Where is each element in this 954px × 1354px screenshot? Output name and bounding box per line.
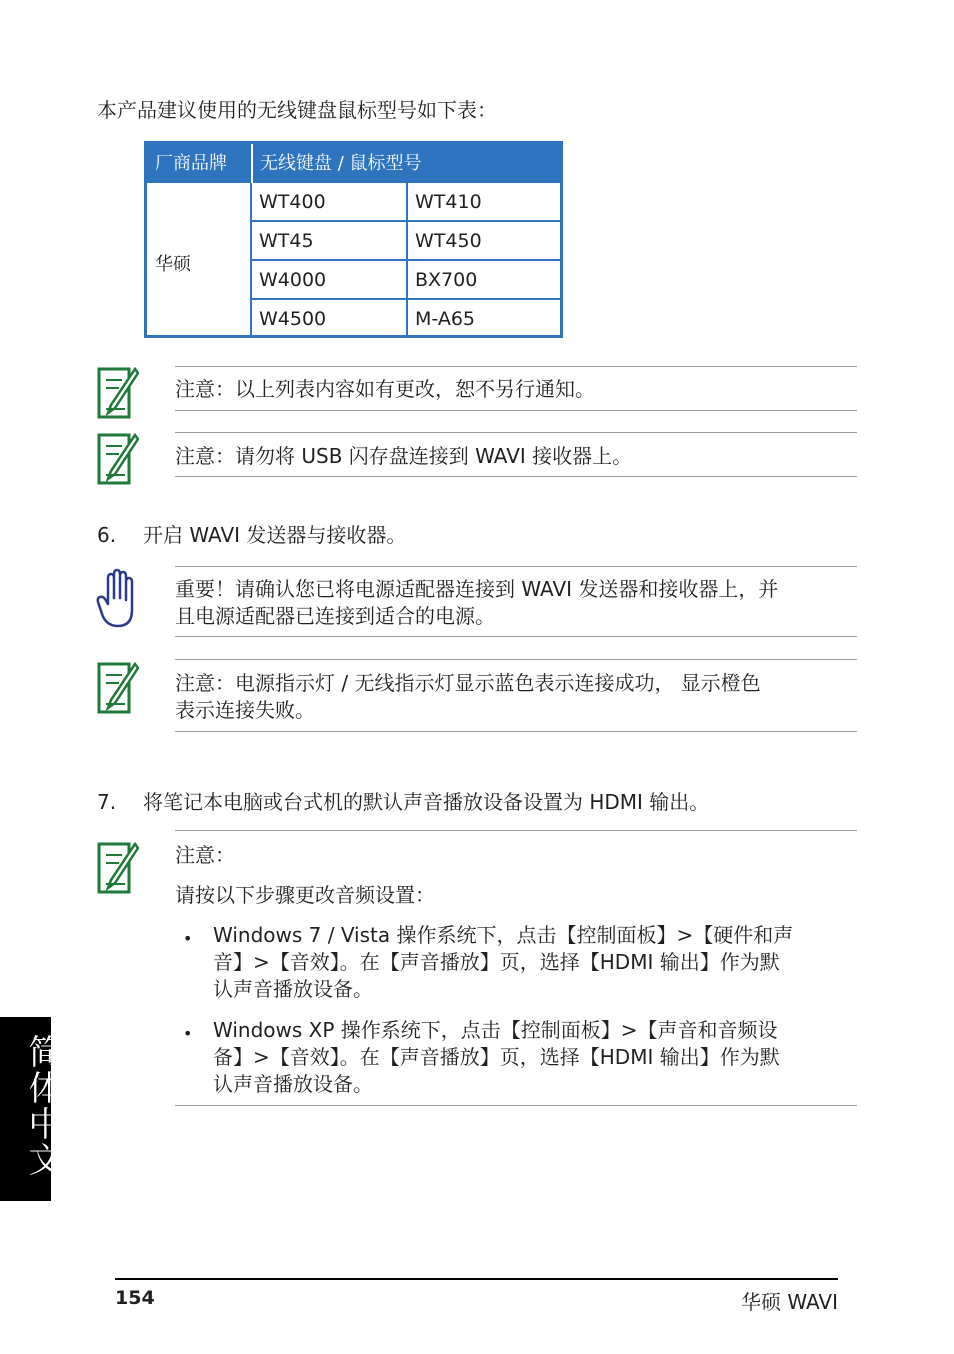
header-models: 无线键盘 / 鼠标型号 bbox=[260, 153, 422, 174]
step-7 bbox=[97, 786, 709, 815]
note-usb-warning: 注意：请勿将 USB 闪存盘连接到 WAVI 接收器上。 bbox=[175, 444, 633, 468]
header-brand: 厂商品牌 bbox=[155, 153, 227, 174]
table-divider bbox=[250, 259, 563, 261]
important-rule-top bbox=[175, 566, 857, 567]
step-number: 7. bbox=[97, 790, 117, 814]
table-divider bbox=[250, 220, 563, 222]
bullet-marker: • bbox=[183, 929, 193, 948]
note-rule-bottom bbox=[175, 410, 857, 411]
note-rule-top bbox=[175, 432, 857, 433]
table-cell: W4000 bbox=[259, 269, 327, 291]
note-audio-sub: 请按以下步骤更改音频设置： bbox=[175, 883, 435, 907]
note-rule-bottom bbox=[175, 476, 857, 477]
step-6 bbox=[97, 519, 406, 548]
bullet2-line-1: Windows XP 操作系统下，点击【控制面板】>【声音和音频设 bbox=[213, 1018, 778, 1042]
step-text: 开启 WAVI 发送器与接收器。 bbox=[143, 523, 407, 547]
note-rule-bottom bbox=[175, 731, 857, 732]
note-audio-title: 注意： bbox=[175, 843, 235, 867]
brand-cell: 华硕 bbox=[155, 254, 191, 275]
table-cell: WT400 bbox=[259, 191, 326, 213]
language-side-tab-label: 简体中文 bbox=[22, 1034, 62, 1178]
note-pencil-icon bbox=[97, 660, 139, 715]
note-pencil-icon bbox=[97, 431, 139, 486]
important-line-1: 重要！请确认您已将电源适配器连接到 WAVI 发送器和接收器上，并 bbox=[175, 577, 779, 601]
table-cell: WT450 bbox=[415, 230, 482, 252]
table-header bbox=[147, 144, 560, 183]
table-cell: WT45 bbox=[259, 230, 314, 252]
important-line-2: 且电源适配器已连接到适合的电源。 bbox=[175, 604, 495, 628]
step-number: 6. bbox=[97, 523, 117, 547]
important-rule-bottom bbox=[175, 636, 857, 637]
note-indicator-line-2: 表示连接失败。 bbox=[175, 698, 315, 722]
footer-rule bbox=[115, 1278, 838, 1280]
note-list-change: 注意：以上列表内容如有更改，恕不另行通知。 bbox=[175, 377, 595, 401]
bullet1-line-3: 认声音播放设备。 bbox=[213, 977, 373, 1001]
footer-title: 华硕 WAVI bbox=[740, 1290, 838, 1314]
table-cell: M-A65 bbox=[415, 308, 476, 330]
page-number: 154 bbox=[115, 1287, 155, 1309]
bullet1-line-2: 音】>【音效】。在【声音播放】页，选择【HDMI 输出】作为默 bbox=[213, 950, 780, 974]
intro-text: 本产品建议使用的无线键盘鼠标型号如下表： bbox=[97, 98, 497, 122]
note-pencil-icon bbox=[97, 840, 139, 895]
bullet1-line-1: Windows 7 / Vista 操作系统下，点击【控制面板】>【硬件和声 bbox=[213, 923, 794, 947]
note-rule-top bbox=[175, 830, 857, 831]
step-text: 将笔记本电脑或台式机的默认声音播放设备设置为 HDMI 输出。 bbox=[143, 790, 710, 814]
table-divider bbox=[250, 298, 563, 300]
bullet-marker: • bbox=[183, 1024, 193, 1043]
table-cell: W4500 bbox=[259, 308, 327, 330]
note-rule-top bbox=[175, 659, 857, 660]
bullet2-line-3: 认声音播放设备。 bbox=[213, 1072, 373, 1096]
note-rule-top bbox=[175, 366, 857, 367]
note-rule-bottom bbox=[175, 1105, 857, 1106]
bullet2-line-2: 备】>【音效】。在【声音播放】页，选择【HDMI 输出】作为默 bbox=[213, 1045, 780, 1069]
note-indicator-line-1: 注意：电源指示灯 / 无线指示灯显示蓝色表示连接成功， 显示橙色 bbox=[175, 671, 761, 695]
keyboard-mouse-model-table bbox=[144, 141, 563, 338]
hand-icon bbox=[96, 568, 138, 630]
note-pencil-icon bbox=[97, 365, 139, 420]
table-cell: WT410 bbox=[415, 191, 482, 213]
table-cell: BX700 bbox=[415, 269, 478, 291]
header-divider bbox=[251, 144, 253, 183]
